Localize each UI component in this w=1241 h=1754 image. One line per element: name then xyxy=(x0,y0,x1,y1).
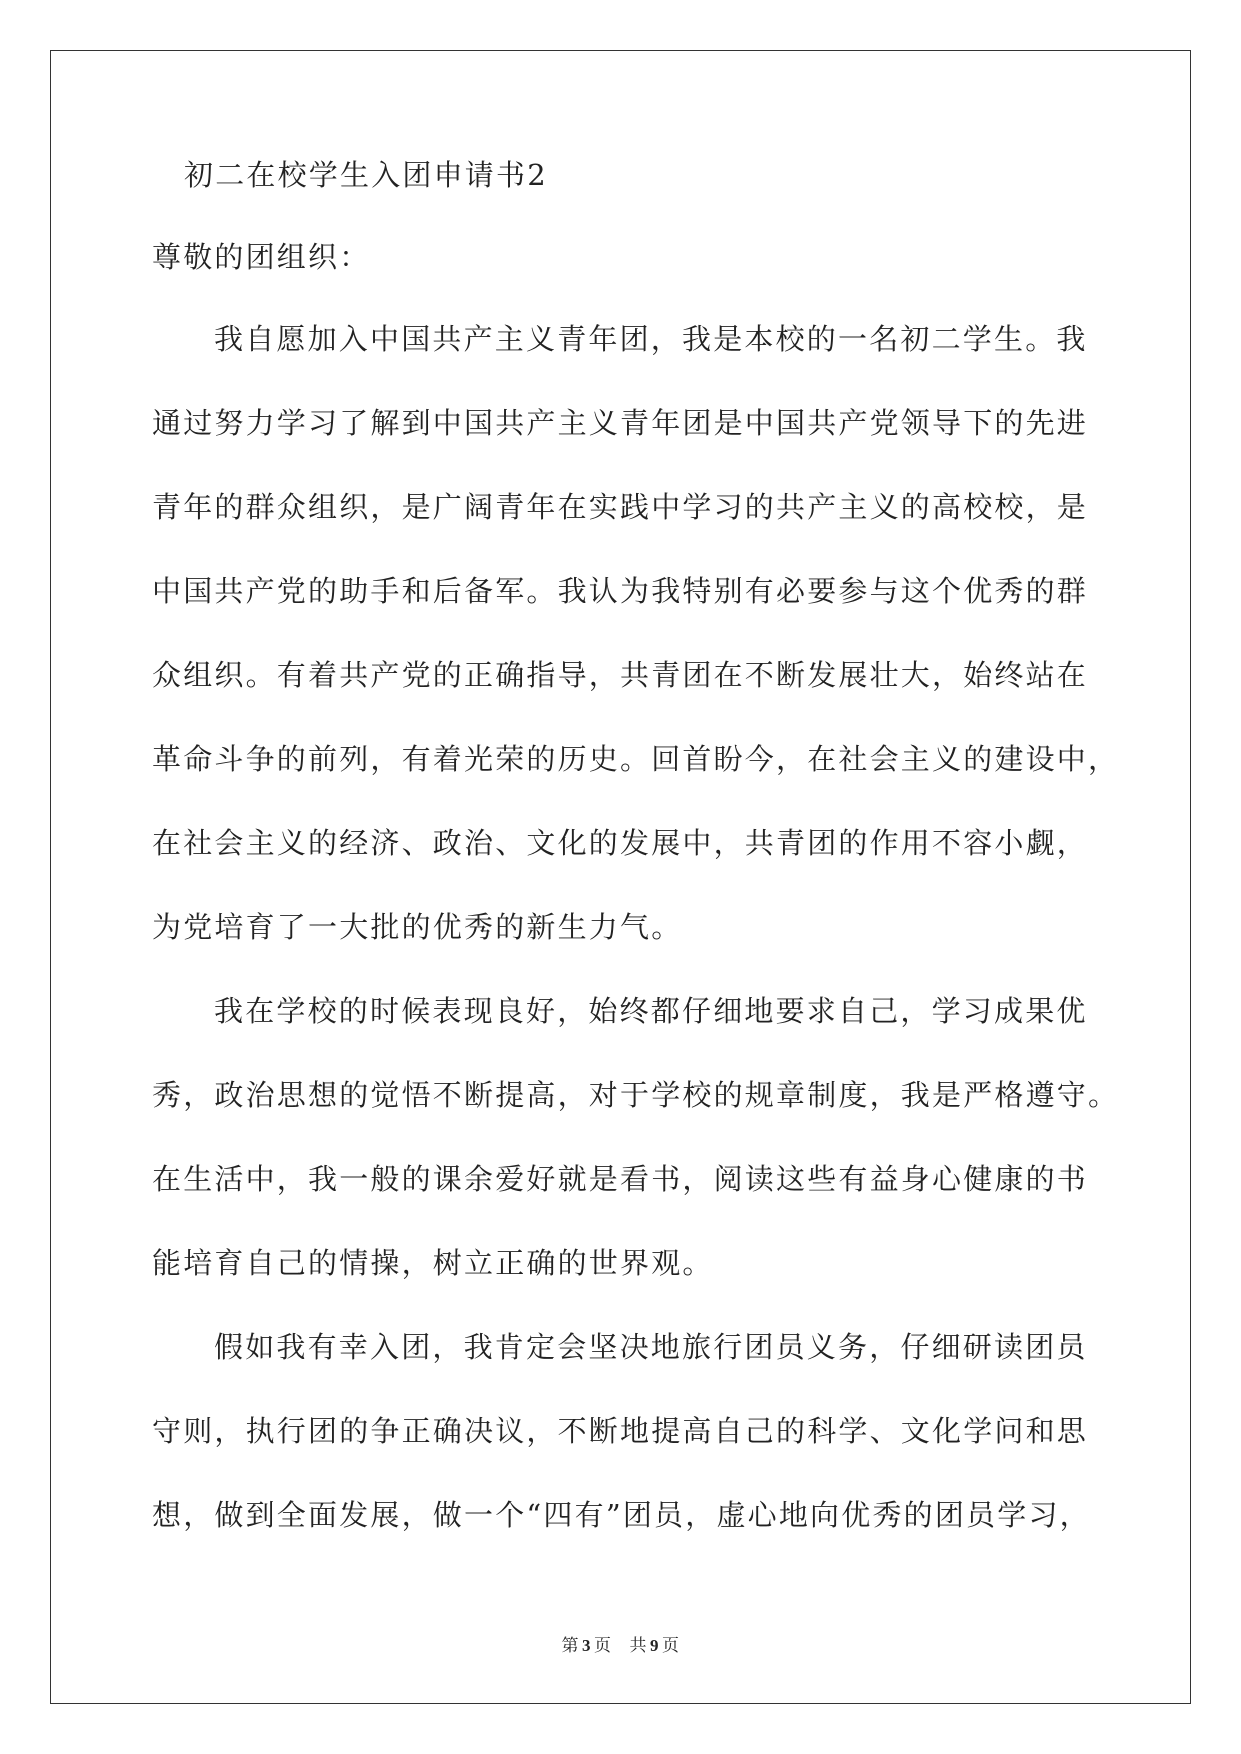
paragraph-2 xyxy=(152,994,1120,1280)
paragraph-line: 在生活中，我一般的课余爱好就是看书，阅读这些有益身心健康的书 xyxy=(152,1162,1089,1196)
page-footer xyxy=(0,1636,1241,1656)
paragraph-line: 为党培育了一大批的优秀的新生力气。 xyxy=(152,910,683,944)
paragraph-line: 能培育自己的情操，树立正确的世界观。 xyxy=(152,1246,714,1280)
document-body xyxy=(152,158,1120,1532)
paragraph-line: 秀，政治思想的觉悟不断提高，对于学校的规章制度，我是严格遵守。 xyxy=(152,1078,1120,1112)
paragraph-line: 守则，执行团的争正确决议，不断地提高自己的科学、文化学问和思 xyxy=(152,1414,1089,1448)
salutation: 尊敬的团组织： xyxy=(152,240,371,274)
page-prefix: 第 xyxy=(561,1636,579,1656)
paragraph-line: 假如我有幸入团，我肯定会坚决地旅行团员义务，仔细研读团员 xyxy=(214,1330,1088,1364)
paragraph-line: 我在学校的时候表现良好，始终都仔细地要求自己，学习成果优 xyxy=(214,994,1088,1028)
paragraph-3 xyxy=(152,1332,1092,1530)
paragraph-line: 想，做到全面发展，做一个“四有”团员，虚心地向优秀的团员学习， xyxy=(152,1498,1091,1532)
paragraph-line: 中国共产党的助手和后备军。我认为我特别有必要参与这个优秀的群 xyxy=(152,574,1089,608)
paragraph-line: 在社会主义的经济、政治、文化的发展中，共青团的作用不容小觑， xyxy=(152,826,1089,860)
total-unit: 页 xyxy=(662,1636,680,1656)
page-unit: 页 xyxy=(594,1636,612,1656)
paragraph-line: 革命斗争的前列，有着光荣的历史。回首盼今，在社会主义的建设中， xyxy=(152,742,1120,776)
current-page-number: 3 xyxy=(582,1636,591,1655)
document-title: 初二在校学生入团申请书2 xyxy=(184,158,548,192)
paragraph-line: 我自愿加入中国共产主义青年团，我是本校的一名初二学生。我 xyxy=(214,322,1088,356)
paragraph-line: 通过努力学习了解到中国共产主义青年团是中国共产党领导下的先进 xyxy=(152,406,1089,440)
paragraph-line: 青年的群众组织，是广阔青年在实践中学习的共产主义的高校校，是 xyxy=(152,490,1089,524)
total-pages-number: 9 xyxy=(650,1636,659,1655)
paragraph-1 xyxy=(152,322,1120,944)
total-prefix: 共 xyxy=(629,1636,647,1656)
paragraph-line: 众组织。有着共产党的正确指导，共青团在不断发展壮大，始终站在 xyxy=(152,658,1089,692)
